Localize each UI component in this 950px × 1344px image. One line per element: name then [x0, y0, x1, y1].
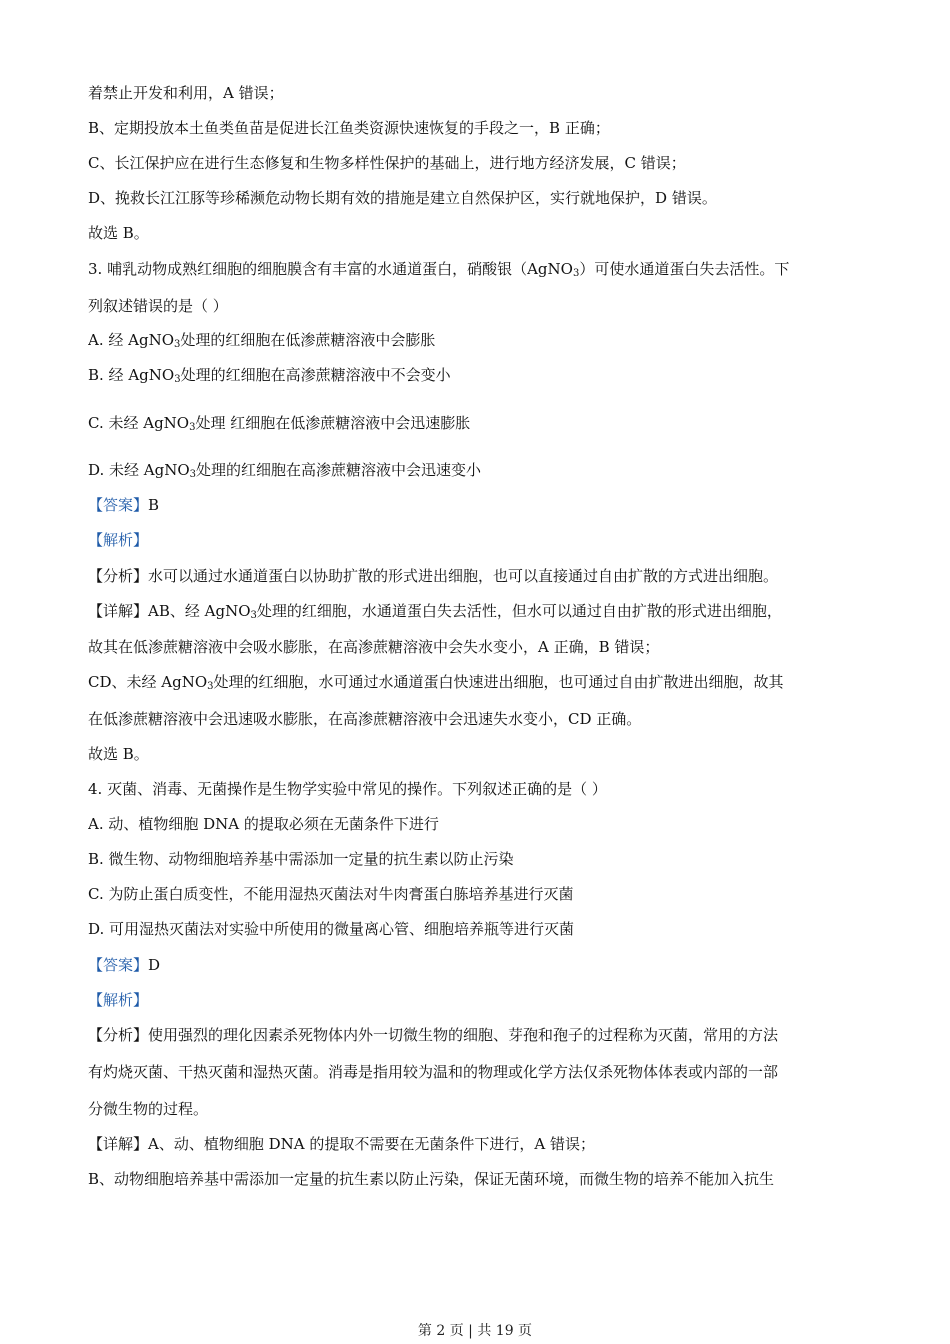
answer-tag: 【答案】 — [88, 496, 149, 514]
question-3-answer: 【答案】B — [88, 496, 160, 514]
fenxi-tag: 【分析】 — [88, 567, 149, 585]
question-3-fenxi: 【分析】水可以通过水通道蛋白以协助扩散的形式进出细胞，也可以直接通过自由扩散的方式进出细胞。 — [88, 567, 779, 585]
text-line: 故选 B。 — [88, 224, 149, 242]
question-4-fenxi-2: 有灼烧灭菌、干热灭菌和湿热灭菌。消毒是指用较为温和的物理或化学方法仅杀死物体体表或内部的一部 — [88, 1063, 779, 1081]
xiangjie-tag: 【详解】 — [88, 1135, 149, 1153]
question-4-fenxi-1: 【分析】使用强烈的理化因素杀死物体内外一切微生物的细胞、芽孢和孢子的过程称为灭菌，常用的方法 — [88, 1026, 779, 1044]
jiexi-tag: 【解析】 — [88, 991, 149, 1009]
question-4-option-c: C. 为防止蛋白质变性，不能用湿热灭菌法对牛肉膏蛋白胨培养基进行灭菌 — [88, 885, 574, 903]
question-3-choose: 故选 B。 — [88, 745, 149, 763]
text-line: D、挽救长江江豚等珍稀濒危动物长期有效的措施是建立自然保护区，实行就地保护，D 错误。 — [88, 189, 717, 207]
text-line: 着禁止开发和利用，A 错误； — [88, 84, 284, 102]
question-4-xiangjie-1: 【详解】A、动、植物细胞 DNA 的提取不需要在无菌条件下进行，A 错误； — [88, 1135, 595, 1153]
question-3-option-c: C. 未经 AgNO$_3$处理 红细胞在低渗蔗糖溶液中会迅速膨胀 — [88, 414, 471, 433]
question-3-xiangjie-4: 在低渗蔗糖溶液中会迅速吸水膨胀，在高渗蔗糖溶液中会迅速失水变小，CD 正确。 — [88, 710, 642, 728]
question-4-xiangjie-2: B、动物细胞培养基中需添加一定量的抗生素以防止污染，保证无菌环境，而微生物的培养不能加入抗生 — [88, 1170, 775, 1188]
question-3-option-d: D. 未经 AgNO$_3$处理的红细胞在高渗蔗糖溶液中会迅速变小 — [88, 461, 482, 480]
question-3-stem: 3. 哺乳动物成熟红细胞的细胞膜含有丰富的水通道蛋白，硝酸银（AgNO$_3$）可使水通道蛋白失去活性。下 — [88, 260, 790, 279]
question-4-fenxi-3: 分微生物的过程。 — [88, 1100, 209, 1118]
question-3-xiangjie-2: 故其在低渗蔗糖溶液中会吸水膨胀，在高渗蔗糖溶液中会失水变小，A 正确，B 错误； — [88, 638, 660, 656]
question-3-jiexi — [88, 530, 860, 550]
xiangjie-tag: 【详解】 — [88, 602, 149, 620]
question-4-stem: 4. 灭菌、消毒、无菌操作是生物学实验中常见的操作。下列叙述正确的是（ ） — [88, 780, 607, 798]
question-3-option-a: A. 经 AgNO$_3$处理的红细胞在低渗蔗糖溶液中会膨胀 — [88, 331, 436, 350]
fenxi-tag: 【分析】 — [88, 1026, 149, 1044]
question-4-option-a: A. 动、植物细胞 DNA 的提取必须在无菌条件下进行 — [88, 815, 439, 833]
question-4-jiexi — [88, 990, 860, 1010]
answer-tag: 【答案】 — [88, 956, 149, 974]
question-3-stem-cont: 列叙述错误的是（ ） — [88, 297, 228, 315]
question-3-option-b: B. 经 AgNO$_3$处理的红细胞在高渗蔗糖溶液中不会变小 — [88, 366, 451, 385]
question-4-option-b: B. 微生物、动物细胞培养基中需添加一定量的抗生素以防止污染 — [88, 850, 514, 868]
page-footer: 第 2 页 | 共 19 页 — [417, 1323, 533, 1339]
question-3-xiangjie-3: CD、未经 AgNO$_3$处理的红细胞，水可通过水通道蛋白快速进出细胞，也可通过自由扩散进出细胞，故其 — [88, 673, 784, 692]
jiexi-tag: 【解析】 — [88, 531, 149, 549]
text-line: C、长江保护应在进行生态修复和生物多样性保护的基础上，进行地方经济发展，C 错误； — [88, 154, 686, 172]
question-4-option-d: D. 可用湿热灭菌法对实验中所使用的微量离心管、细胞培养瓶等进行灭菌 — [88, 920, 575, 938]
text-line: B、定期投放本土鱼类鱼苗是促进长江鱼类资源快速恢复的手段之一，B 正确； — [88, 119, 610, 137]
question-4-answer: 【答案】D — [88, 956, 161, 974]
question-3-xiangjie-1: 【详解】AB、经 AgNO$_3$处理的红细胞，水通道蛋白失去活性，但水可以通过自由扩散的形式进出细胞， — [88, 602, 782, 621]
